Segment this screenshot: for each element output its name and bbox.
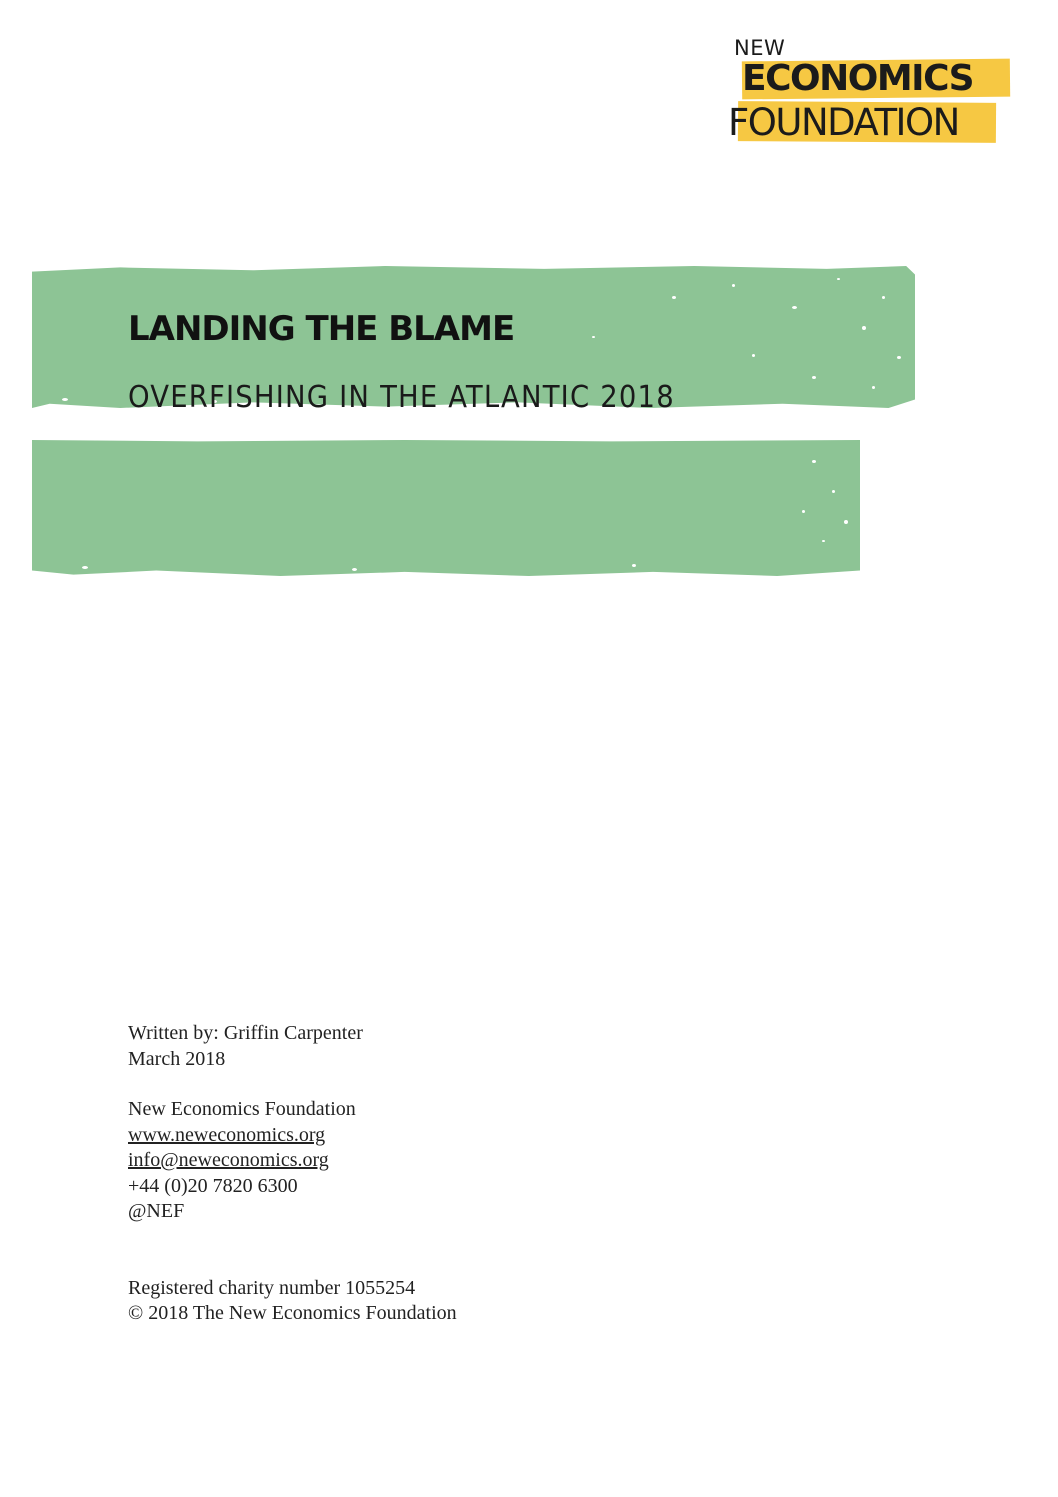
report-subtitle: OVERFISHING IN THE ATLANTIC 2018 bbox=[128, 380, 675, 415]
nef-logo bbox=[728, 38, 1018, 150]
email-link[interactable]: info@neweconomics.org bbox=[128, 1149, 329, 1171]
date-line: March 2018 bbox=[128, 1047, 226, 1070]
website-link[interactable]: www.neweconomics.org bbox=[128, 1123, 326, 1146]
logo-word-new: NEW bbox=[734, 36, 786, 60]
report-title: LANDING THE BLAME bbox=[128, 309, 515, 349]
twitter-handle: @NEF bbox=[128, 1200, 185, 1222]
logo-word-foundation: FOUNDATION bbox=[728, 101, 959, 144]
copyright-line: © 2018 The New Economics Foundation bbox=[128, 1302, 457, 1324]
phone-number: +44 (0)20 7820 6300 bbox=[128, 1174, 298, 1197]
charity-number: Registered charity number 1055254 bbox=[128, 1276, 416, 1299]
decorative-band bbox=[32, 440, 860, 576]
credits-block bbox=[128, 1021, 457, 1327]
spacer bbox=[128, 1225, 457, 1276]
logo-word-economics: ECONOMICS bbox=[742, 58, 974, 99]
author-line: Written by: Griffin Carpenter bbox=[128, 1022, 363, 1044]
organisation-name: New Economics Foundation bbox=[128, 1098, 356, 1120]
spacer bbox=[128, 1072, 457, 1097]
